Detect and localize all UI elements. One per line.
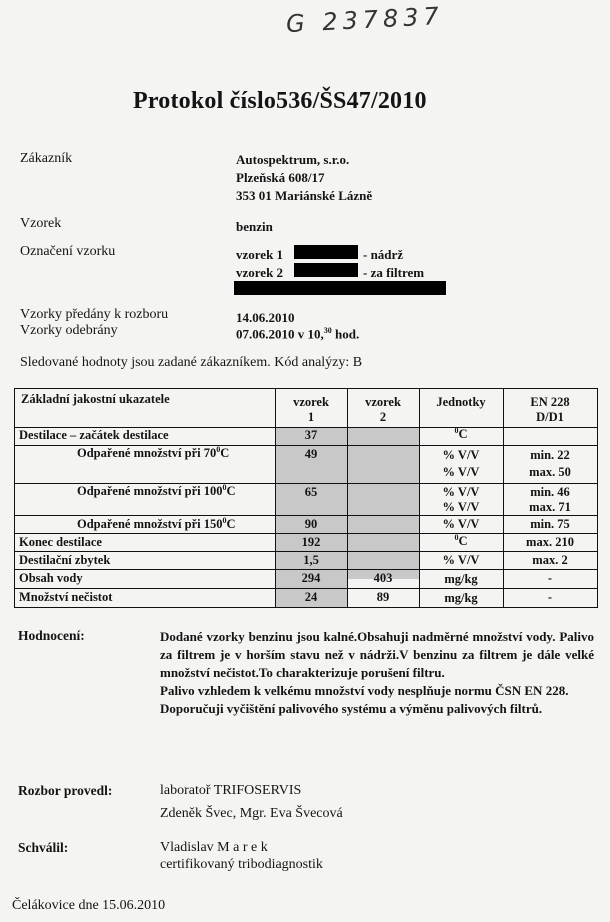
row-label-impurities: Množství nečistot: [19, 590, 113, 604]
evaluation-paragraph: Palivo vzhledem k velkému množství vody nesplňuje normu ČSN EN 228.: [160, 683, 569, 698]
sample-marking-label: Označení vzorku: [20, 244, 116, 259]
approver-name: Vladislav M a r e k: [160, 840, 268, 855]
cell-norm: max. 2: [532, 553, 568, 567]
row-label-evap70: Odpařené množství při $70^0C$: [77, 445, 230, 461]
cell-unit: mg/kg: [444, 572, 478, 586]
taken-label: Vzorky odebrány: [20, 323, 118, 338]
cell-norm: min. 22: [530, 448, 570, 462]
evaluation-label: Hodnocení:: [18, 628, 85, 643]
handed-value: 14.06.2010: [236, 310, 295, 325]
analysis-persons: Zdeněk Švec, Mgr. Eva Švecová: [160, 806, 343, 821]
cell-unit: % V/V: [442, 448, 480, 462]
page-title: Protokol číslo536/ŠS47/2010: [133, 88, 427, 114]
analysis-note: Sledované hodnoty jsou zadané zákazníkem. Kód analýzy: B: [20, 355, 363, 370]
cell-unit: % V/V: [442, 517, 480, 531]
analysis-lab: laboratoř TRIFOSERVIS: [160, 783, 302, 798]
header-sample2: vzorek 2: [365, 395, 401, 424]
sample-label: Vzorek: [20, 216, 62, 231]
cell-norm: min. 46: [530, 485, 570, 499]
results-table: [14, 388, 598, 608]
customer-name: Autospektrum, s.r.o.: [236, 152, 350, 167]
cell-norm: max. 210: [526, 535, 574, 549]
handed-label: Vzorky předány k rozboru: [20, 307, 169, 322]
cell-s1: 90: [304, 517, 318, 531]
handwritten-reference: G 237837: [285, 1, 445, 39]
shade-sample2: [347, 427, 419, 579]
cell-unit: % V/V: [442, 500, 480, 514]
taken-value: 07.06.2010 v 10,30 hod.: [236, 326, 360, 342]
customer-label: Zákazník: [20, 151, 73, 166]
cell-norm: max. 71: [529, 500, 571, 514]
header-norm: EN 228 D/D1: [530, 395, 570, 424]
header-sample1: vzorek 1: [293, 395, 329, 424]
sample1-suffix: - nádrž: [363, 247, 404, 262]
cell-norm: -: [547, 590, 553, 604]
evaluation-paragraph: Doporučuji vyčištění palivového systému a výměnu palivových filtrů.: [160, 701, 543, 716]
cell-s2: 89: [376, 590, 390, 604]
approver-title: certifikovaný tribodiagnostik: [160, 857, 323, 872]
header-parameter: Základní jakostní ukazatele: [21, 392, 170, 406]
cell-s1: 37: [304, 428, 318, 442]
customer-city: 353 01 Mariánské Lázně: [236, 188, 373, 203]
footer-place-date: Čelákovice dne 15.06.2010: [12, 898, 166, 913]
cell-unit: % V/V: [442, 465, 480, 479]
cell-norm: max. 50: [529, 465, 571, 479]
cell-s1: 49: [304, 447, 318, 461]
redaction-bar: [234, 281, 446, 295]
cell-unit: mg/kg: [444, 591, 478, 605]
row-label-water: Obsah vody: [19, 571, 83, 585]
row-label-distill-start: Destilace – začátek destilace: [19, 428, 169, 442]
header-units: Jednotky: [436, 395, 486, 409]
row-label-evap150: Odpařené množství při $150^0C$: [77, 516, 236, 532]
sample-value: benzin: [236, 219, 273, 234]
row-label-distill-end: Konec destilace: [19, 535, 102, 549]
evaluation-paragraph: Dodané vzorky benzinu jsou kalné.Obsahuji nadměrné množství vody. Palivo za filtrem je v horším stavu než v nádrži.V benzinu za filtrem je dále velké množství nečistot.To charakterizuje porušení filtru.: [160, 629, 594, 680]
redaction-bar: [294, 263, 358, 277]
redaction-bar: [294, 245, 358, 259]
cell-s2: 403: [373, 571, 393, 585]
evaluation-text: [160, 628, 594, 718]
cell-norm: min. 75: [530, 517, 570, 531]
sample2-suffix: - za filtrem: [363, 265, 425, 280]
cell-s1: 192: [301, 535, 321, 549]
cell-unit: % V/V: [442, 485, 480, 499]
sample2-prefix: vzorek 2: [236, 265, 284, 280]
row-label-residue: Destilační zbytek: [19, 553, 111, 567]
cell-unit: $^0$C: [454, 533, 468, 549]
cell-s1: 24: [304, 590, 318, 604]
cell-s1: 1,5: [303, 553, 319, 567]
approved-label: Schválil:: [18, 840, 69, 855]
cell-norm: -: [547, 571, 553, 585]
customer-street: Plzeňská 608/17: [236, 170, 325, 185]
cell-unit: % V/V: [442, 553, 480, 567]
cell-unit: $^0$C: [454, 426, 468, 442]
analysis-label: Rozbor provedl:: [18, 783, 113, 798]
sample1-prefix: vzorek 1: [236, 247, 284, 262]
cell-s1: 65: [304, 485, 318, 499]
row-label-evap100: Odpařené množství při $100^0C$: [77, 483, 236, 499]
cell-s1: 294: [301, 571, 321, 585]
